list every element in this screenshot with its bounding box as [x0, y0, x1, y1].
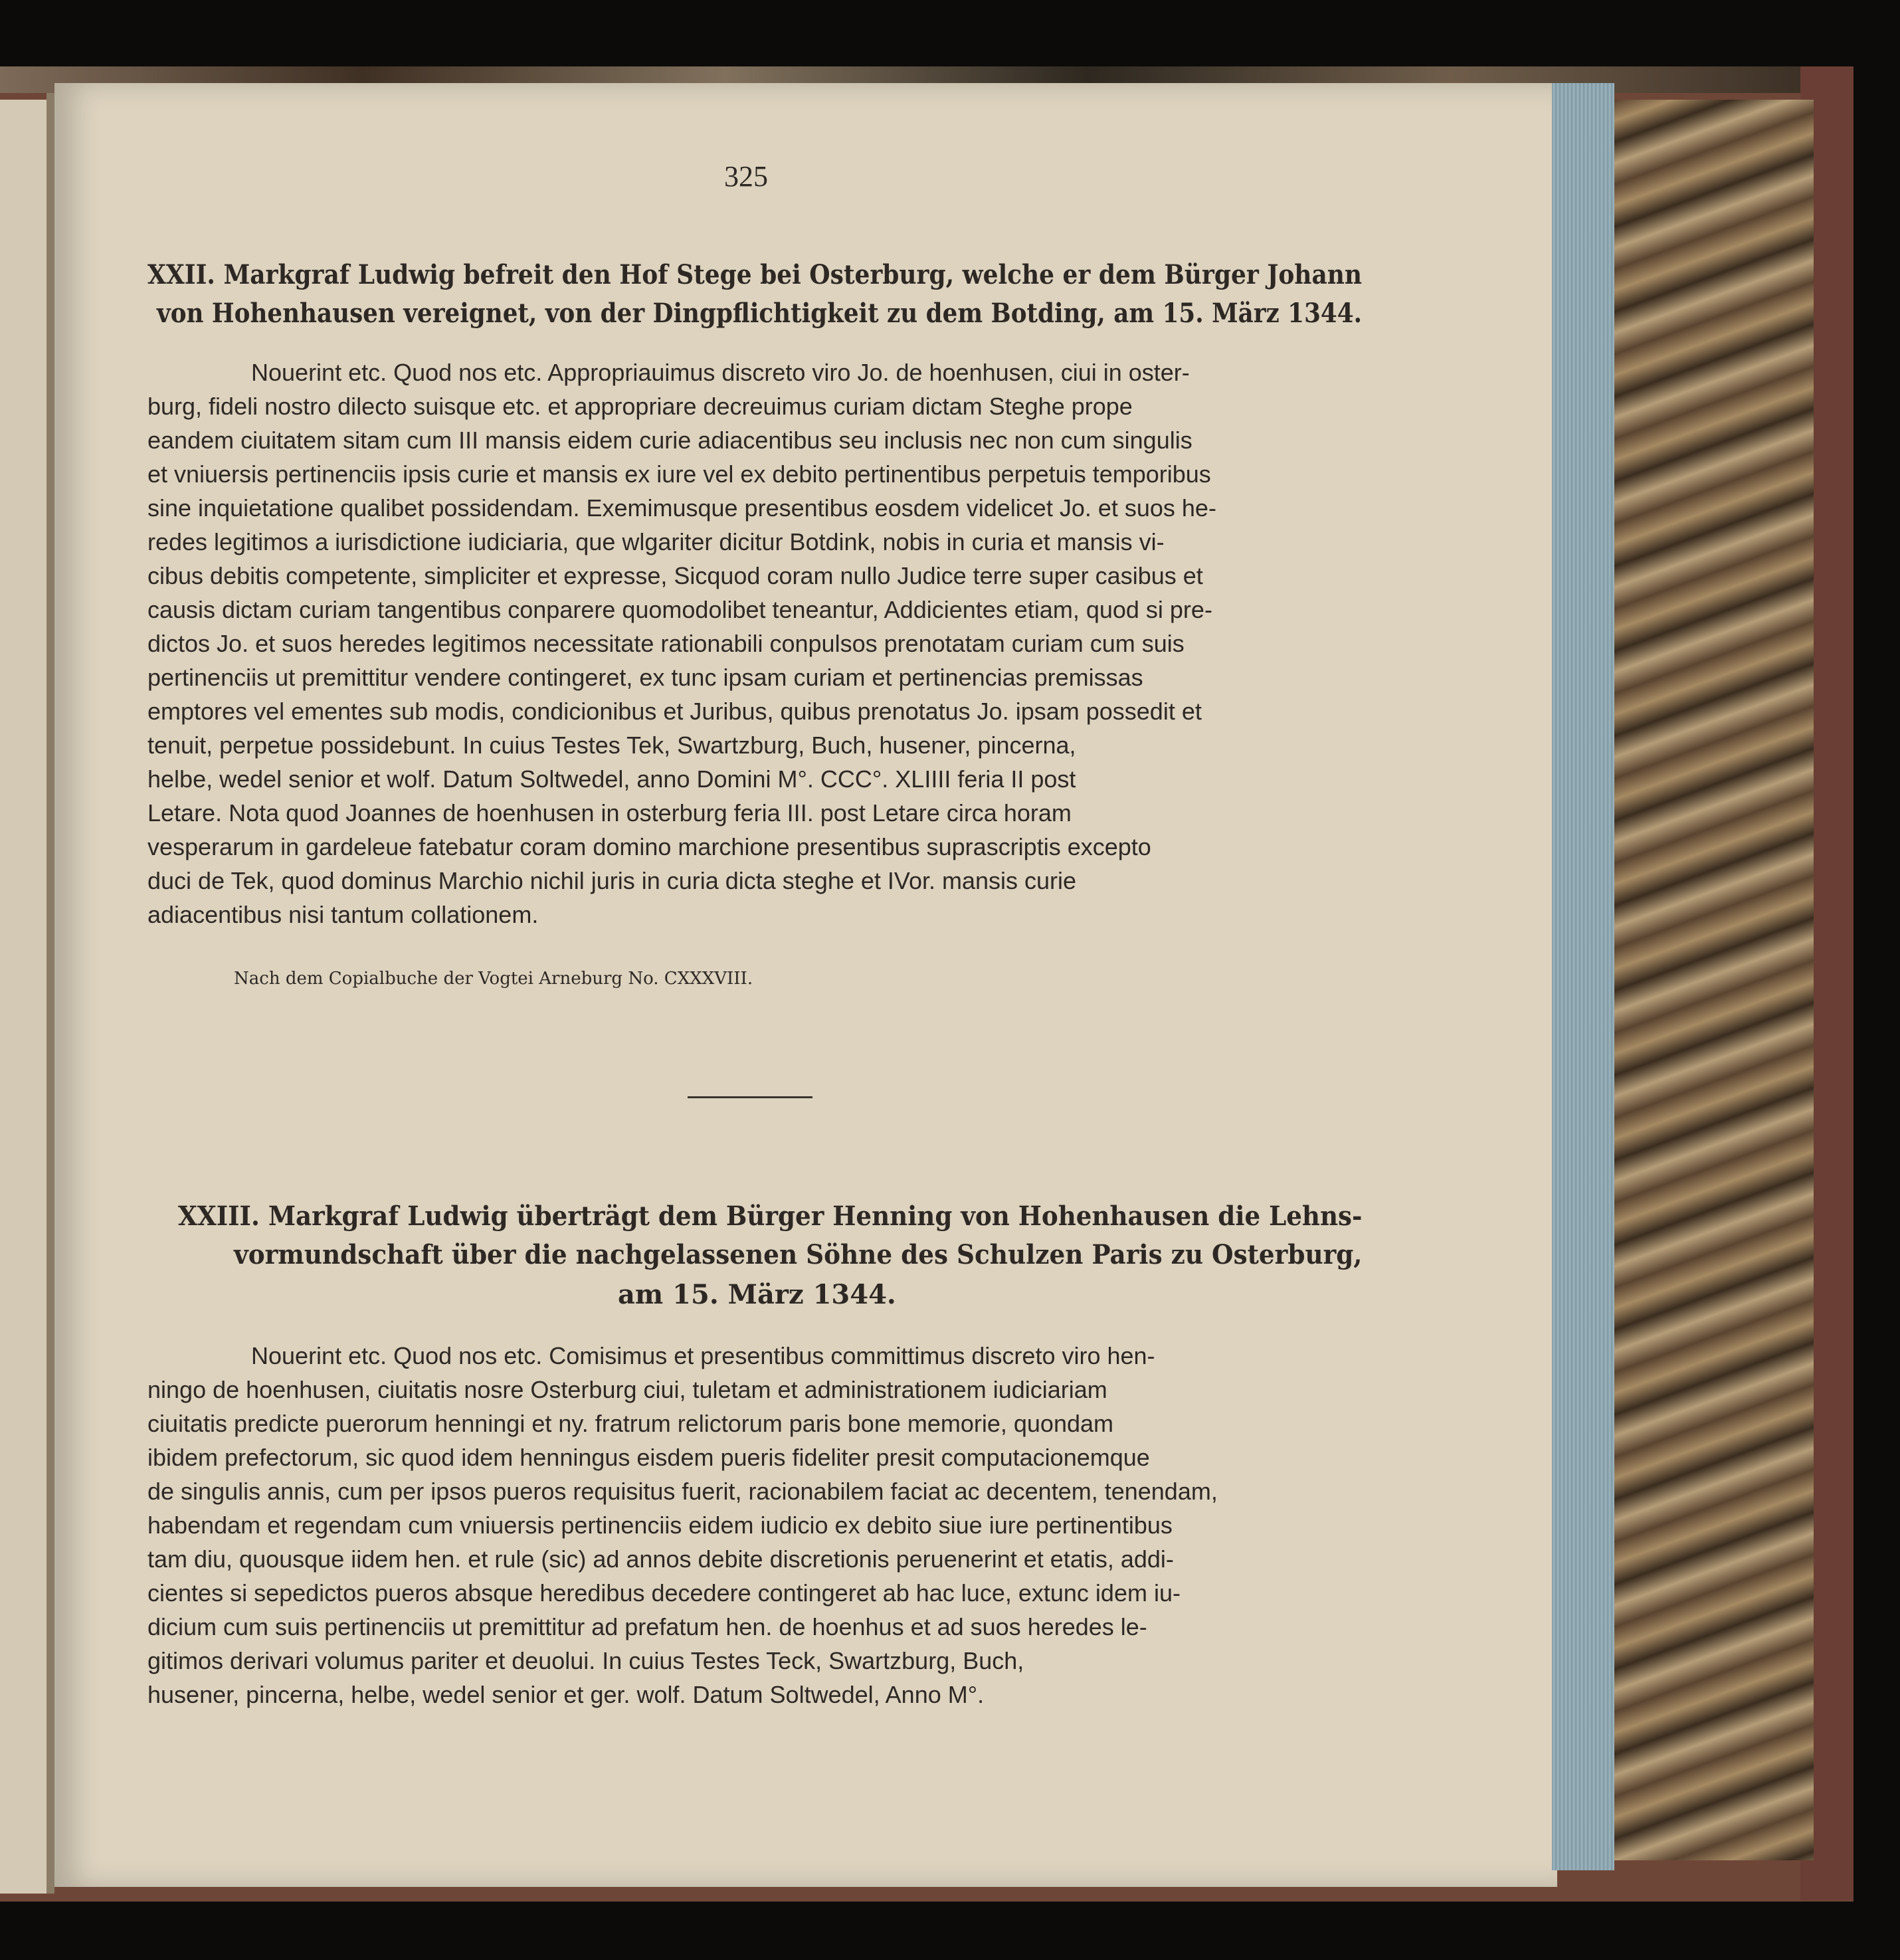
doc22-body-line: adiacentibus nisi tantum collationem.: [147, 901, 539, 928]
doc23-body-line: tam diu, quousque iidem hen. et rule (sic) ad annos debite discretionis peruenerint et etatis, addi-: [147, 1545, 1174, 1573]
doc22-body-line: Nouerint etc. Quod nos etc. Appropriauimus discreto viro Jo. de hoenhusen, ciui in oster-: [251, 359, 1190, 386]
doc22-body-line: vesperarum in gardeleue fatebatur coram domino marchione presentibus suprascriptis excepto: [147, 833, 1151, 860]
doc22-title-line1: XXII. Markgraf Ludwig befreit den Hof Stege bei Osterburg, welche er dem Bürger Johann: [147, 259, 1363, 290]
doc23-title-line1: XXIII. Markgraf Ludwig überträgt dem Bürger Henning von Hohenhausen die Lehns-: [178, 1201, 1363, 1232]
section-divider: [688, 1096, 812, 1098]
page-number: 325: [724, 160, 768, 193]
doc22-body-line: causis dictam curiam tangentibus conparere quomodolibet teneantur, Addicientes etiam, quod si pre-: [147, 596, 1212, 623]
doc23-title-line3: am 15. März 1344.: [618, 1279, 896, 1310]
doc22-body-line: cibus debitis competente, simpliciter et expresse, Sicquod coram nullo Judice terre super casibus et: [147, 562, 1203, 589]
doc22-body-line: et vniuersis pertinenciis ipsis curie et mansis ex iure vel ex debito pertinentibus perpetuis temporibus: [147, 460, 1211, 488]
doc22-body-line: burg, fideli nostro dilecto suisque etc. et appropriare decreuimus curiam dictam Steghe prope: [147, 393, 1133, 420]
doc22-body-line: dictos Jo. et suos heredes legitimos necessitate rationabili conpulsos prenotatam curiam cum suis: [147, 630, 1185, 657]
doc22-source-note: Nach dem Copialbuche der Vogtei Arneburg No. CXXXVIII.: [234, 969, 753, 989]
doc23-title-line2: vormundschaft über die nachgelassenen Söhne des Schulzen Paris zu Osterburg,: [234, 1239, 1363, 1270]
doc23-body-line: cientes si sepedictos pueros absque heredibus decedere contingeret ab hac luce, extunc idem iu-: [147, 1579, 1181, 1607]
doc22-body-line: helbe, wedel senior et wolf. Datum Soltwedel, anno Domini M°. CCC°. XLIIII feria II post: [147, 765, 1076, 793]
doc23-body-line: ibidem prefectorum, sic quod idem henningus eisdem pueris fideliter presit computacionemque: [147, 1444, 1150, 1471]
doc22-body-line: redes legitimos a iurisdictione iudiciaria, que wlgariter dicitur Botdink, nobis in curia et mansis vi-: [147, 528, 1165, 555]
page-stack-edges: [1552, 83, 1614, 1870]
doc23-body-line: de singulis annis, cum per ipsos pueros requisitus fuerit, racionabilem faciat ac decentem, tenendam,: [147, 1478, 1218, 1505]
doc23-body-line: dicium cum suis pertinenciis ut premittitur ad prefatum hen. de hoenhus et ad suos heredes le-: [147, 1613, 1147, 1640]
doc23-body-line: habendam et regendam cum vniuersis pertinenciis eidem iudicio ex debito siue iure pertinentibus: [147, 1512, 1173, 1539]
doc23-body-line: husener, pincerna, helbe, wedel senior et ger. wolf. Datum Soltwedel, Anno M°.: [147, 1681, 985, 1708]
doc22-body-line: eandem ciuitatem sitam cum III mansis eidem curie adiacentibus seu inclusis nec non cum singulis: [147, 427, 1192, 454]
book-gutter: [47, 93, 54, 1894]
left-page-edge: [0, 100, 47, 1894]
doc22-body-line: pertinenciis ut premittitur vendere contingeret, ex tunc ipsam curiam et pertinencias premissas: [147, 664, 1143, 691]
doc22-body-line: sine inquietatione qualibet possidendam. Exemimusque presentibus eosdem videlicet Jo. et suos he-: [147, 494, 1216, 522]
doc22-title-line2: von Hohenhausen vereignet, von der Dingpflichtigkeit zu dem Botding, am 15. März 1344.: [157, 298, 1363, 329]
doc22-body-line: emptores vel ementes sub modis, condicionibus et Juribus, quibus prenotatus Jo. ipsam possedit et: [147, 698, 1202, 725]
marbled-edge-right: [1614, 100, 1814, 1860]
doc23-body-line: ciuitatis predicte puerorum henningi et ny. fratrum relictorum paris bone memorie, quondam: [147, 1410, 1114, 1437]
doc23-body-line: ningo de hoenhusen, ciuitatis nosre Osterburg ciui, tuletam et administrationem iudiciariam: [147, 1376, 1107, 1403]
doc23-body-line: gitimos derivari volumus pariter et deuolui. In cuius Testes Teck, Swartzburg, Buch,: [147, 1647, 1024, 1674]
doc22-body-line: Letare. Nota quod Joannes de hoenhusen in osterburg feria III. post Letare circa horam: [147, 799, 1072, 827]
doc23-body-line: Nouerint etc. Quod nos etc. Comisimus et presentibus committimus discreto viro hen-: [251, 1342, 1155, 1369]
doc22-body-line: tenuit, perpetue possidebunt. In cuius Testes Tek, Swartzburg, Buch, husener, pincerna,: [147, 732, 1076, 759]
doc22-body-line: duci de Tek, quod dominus Marchio nichil juris in curia dicta steghe et IVor. mansis curie: [147, 867, 1077, 894]
